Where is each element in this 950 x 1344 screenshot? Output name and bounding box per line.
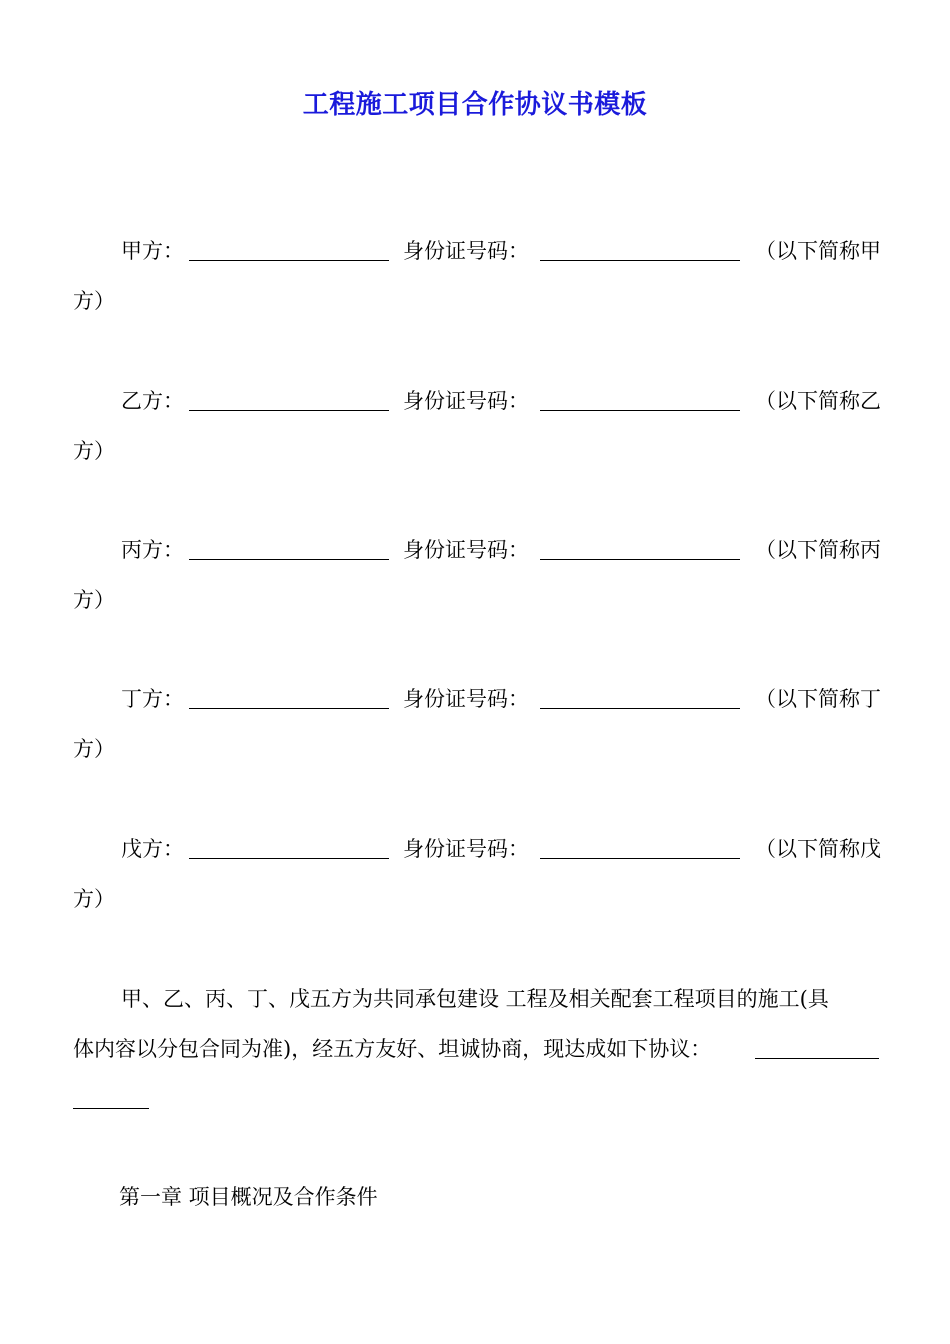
id-number-label: 身份证号码： bbox=[403, 837, 529, 861]
id-number-blank[interactable] bbox=[540, 858, 740, 859]
agreement-blank-1[interactable] bbox=[755, 1058, 879, 1059]
id-number-label: 身份证号码： bbox=[403, 389, 529, 413]
intro-line-3 bbox=[73, 1074, 879, 1124]
party-abbrev-end: 方） bbox=[73, 289, 115, 313]
party-name-blank[interactable] bbox=[189, 260, 389, 261]
party-label: 丁方： bbox=[121, 687, 184, 711]
id-number-blank[interactable] bbox=[540, 559, 740, 560]
id-number-blank[interactable] bbox=[540, 410, 740, 411]
party-block-jia bbox=[73, 226, 879, 326]
party-label: 甲方： bbox=[121, 239, 184, 263]
party-block-ding bbox=[73, 674, 879, 774]
party-abbrev-text: （以下简称丁 bbox=[755, 687, 881, 711]
id-number-label: 身份证号码： bbox=[403, 239, 529, 263]
party-label: 戊方： bbox=[121, 837, 184, 861]
party-abbrev-text: （以下简称戊 bbox=[755, 837, 881, 861]
id-number-blank[interactable] bbox=[540, 708, 740, 709]
party-abbrev-end: 方） bbox=[73, 588, 115, 612]
party-block-wu bbox=[73, 824, 879, 924]
party-label: 乙方： bbox=[121, 389, 184, 413]
intro-line-1: 甲、乙、丙、丁、戊五方为共同承包建设 工程及相关配套工程项目的施工(具 bbox=[121, 987, 829, 1011]
intro-line-2: 体内容以分包合同为准)，经五方友好、坦诚协商，现达成如下协议： bbox=[73, 1037, 712, 1061]
intro-line-2-wrap bbox=[73, 1024, 879, 1074]
document-title: 工程施工项目合作协议书模板 bbox=[302, 90, 648, 120]
party-abbrev-end: 方） bbox=[73, 887, 115, 911]
id-number-label: 身份证号码： bbox=[403, 538, 529, 562]
party-abbrev-text: （以下简称甲 bbox=[755, 239, 881, 263]
id-number-label: 身份证号码： bbox=[403, 687, 529, 711]
party-label: 丙方： bbox=[121, 538, 184, 562]
party-block-yi bbox=[73, 376, 879, 476]
agreement-blank-2[interactable] bbox=[73, 1108, 149, 1109]
chapter-heading: 第一章 项目概况及合作条件 bbox=[119, 1185, 378, 1209]
party-name-blank[interactable] bbox=[189, 559, 389, 560]
party-block-bing bbox=[73, 525, 879, 625]
party-name-blank[interactable] bbox=[189, 858, 389, 859]
party-abbrev-text: （以下简称丙 bbox=[755, 538, 881, 562]
id-number-blank[interactable] bbox=[540, 260, 740, 261]
party-abbrev-text: （以下简称乙 bbox=[755, 389, 881, 413]
party-abbrev-end: 方） bbox=[73, 439, 115, 463]
party-name-blank[interactable] bbox=[189, 410, 389, 411]
party-name-blank[interactable] bbox=[189, 708, 389, 709]
intro-paragraph bbox=[73, 974, 879, 1124]
party-abbrev-end: 方） bbox=[73, 737, 115, 761]
